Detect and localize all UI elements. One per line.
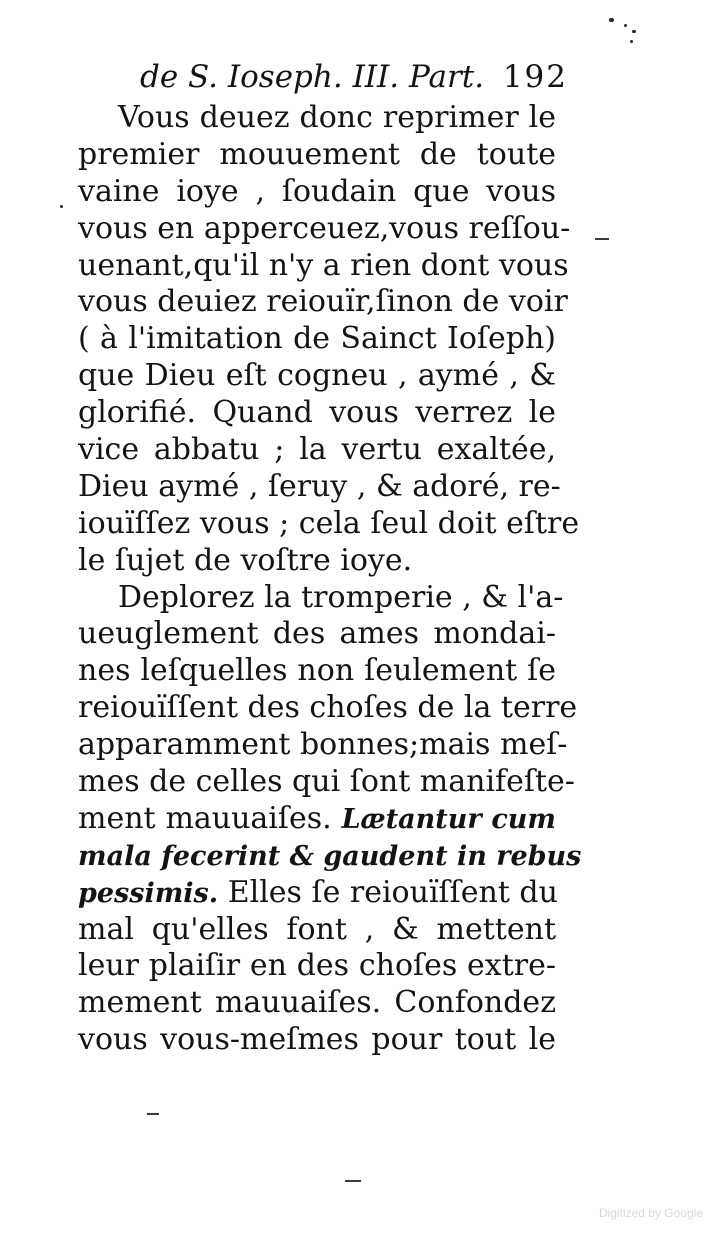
text-line: ( à l'imitation de Sainct Ioſeph)	[78, 321, 556, 357]
latin-quote: Lætantur cum	[341, 803, 556, 835]
ink-speck	[632, 30, 636, 33]
text-line: Dieu aymé , ſeruy , & adoré, re-	[78, 468, 561, 504]
paragraph-2	[78, 579, 582, 1060]
text-line: glorifié. Quand vous verrez le	[78, 395, 556, 431]
scan-mark	[595, 238, 609, 240]
running-title: de S. Ioseph. III. Part.	[140, 59, 485, 95]
digitization-stamp: Digitized by Google	[598, 1206, 703, 1220]
ink-speck	[630, 40, 633, 43]
text-line: reiouïſſent des choſes de la terre	[78, 690, 578, 726]
text-line	[78, 875, 556, 912]
text-line: premier mouuement de toute	[78, 136, 556, 172]
scan-mark	[345, 1180, 361, 1182]
text-line: vous deuiez reiouïr,ſinon de voir	[78, 284, 568, 320]
text-line: Deplorez la tromperie , & l'a-	[118, 579, 564, 615]
text-line: vous en apperceuez,vous reſſou-	[78, 210, 571, 246]
latin-quote: mala fecerint & gaudent in rebus	[78, 840, 582, 872]
text-line: uenant,qu'il n'y a rien dont vous	[78, 247, 569, 283]
text-line: apparamment bonnes;mais meſ-	[78, 727, 568, 763]
text-line: vous vous-meſmes pour tout le	[78, 1022, 556, 1058]
text-line: mes de celles qui ſont manifeſte-	[78, 764, 575, 800]
text-segment: ment mauuaiſes.	[78, 800, 332, 836]
text-line: leur plaiſir en des choſes extre-	[78, 948, 556, 984]
text-line: Vous deuez donc reprimer le	[118, 100, 556, 135]
body-text	[78, 100, 582, 1059]
text-line: vaine ioye , ſoudain que vous	[78, 173, 556, 209]
page-number: 192	[502, 59, 568, 95]
text-segment: Elles ſe reiouïſſent du	[227, 874, 558, 910]
text-line: ueuglement des ames mondai-	[78, 616, 556, 652]
text-line: vice abbatu ; la vertu exaltée,	[78, 432, 556, 468]
text-line	[78, 801, 556, 838]
paragraph-1	[78, 100, 580, 580]
ink-speck	[624, 24, 627, 27]
text-line: nes leſquelles non ſeulement ſe	[78, 653, 556, 689]
text-line: iouïſſez vous ; cela ſeul doit eſtre	[78, 505, 580, 541]
page-header	[140, 54, 570, 100]
ink-speck	[609, 18, 614, 22]
latin-quote: pessimis.	[78, 877, 219, 909]
text-line: le ſujet de voſtre ioye.	[78, 542, 413, 578]
scan-mark	[147, 1113, 159, 1115]
text-line: mement mauuaiſes. Confondez	[78, 985, 556, 1021]
text-line	[78, 838, 582, 875]
ink-speck	[60, 205, 63, 208]
text-line: que Dieu eſt cogneu , aymé , &	[78, 358, 556, 394]
text-line: mal qu'elles font , & mettent	[78, 911, 556, 947]
